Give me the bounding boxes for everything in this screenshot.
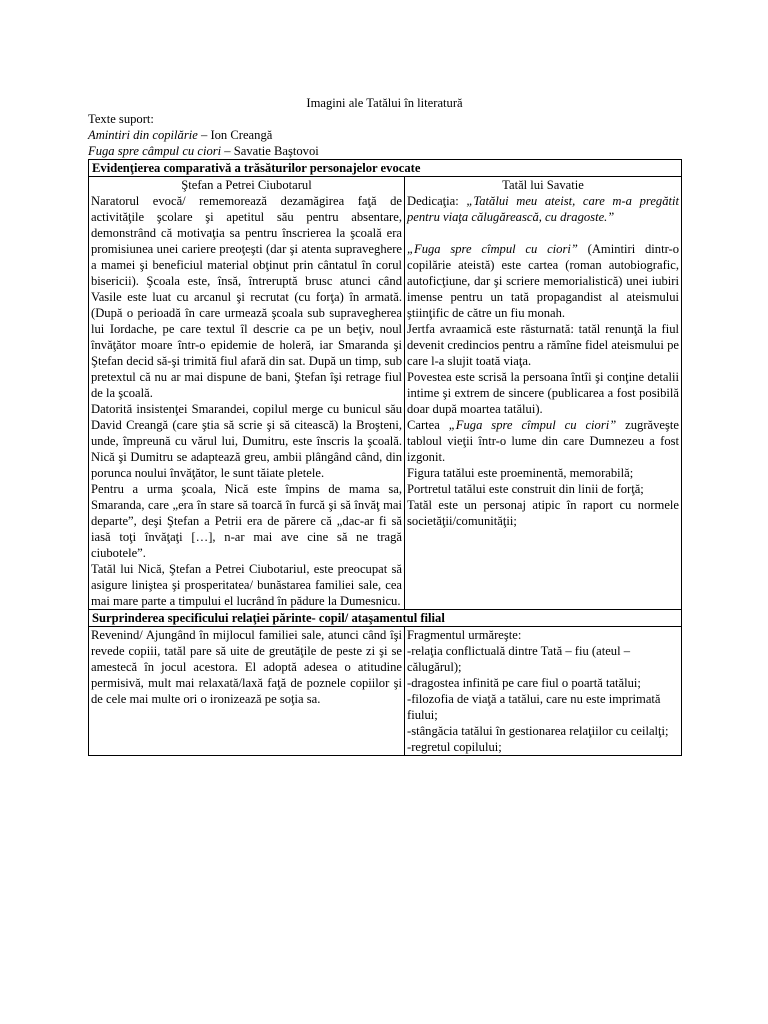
document-title: Imagini ale Tatălui în literatură: [306, 96, 463, 110]
book-title-quote: „Fuga spre cîmpul cu ciori”: [407, 242, 578, 256]
support-line-2: [88, 143, 681, 159]
list-item: -dragostea infinită pe care fiul o poartă tatălui;: [407, 676, 641, 690]
section2-heading: Surprinderea specificului relaţiei părinte- copil/ ataşamentul filial: [89, 610, 682, 627]
section1-col1-paragraph: Naratorul evocă/ rememorează dezamăgirea faţă de activităţile şcolare şi apetitul său pentru absentare, demonstrând că motivaţia sa pentru înscrierea la şcoală era promisiunea unei cariere preoţeşti (dar şi atenta supraveghere a mamei şi beneficiul material obţinut prin cântatul în corul bisericii). Şcoala este, însă, întreruptă brusc atunci când Vasile este luat cu arcanul şi recrutat (cu forţa) în armată. (După o perioadă în care urmează şcoala sub supravegherea lui Iordache, pe care textul îl descrie ca pe un beţiv, noul învăţător moare într-o epidemie de holeră, iar Smaranda şi Ştefan decid să-şi trimită fiul afară din sat. După un timp, sub pretextul că nu ar mai dispune de bani, Ştefan îşi retrage fiul de la şcoală.: [91, 194, 402, 400]
section2-col2-cell: [405, 627, 682, 756]
dedication-text: „Tatălui meu ateist, care m-a pregătit pentru viaţa călugărească, cu dragoste.”: [407, 194, 680, 224]
book-description: [407, 241, 679, 321]
section2-col2-intro: Fragmentul urmăreşte:: [407, 628, 522, 642]
paragraph-gap: [407, 225, 679, 241]
section2-col1-text: Revenind/ Ajungând în mijlocul familiei sale, atunci când îşi revede copiii, tatăl pare să uite de greutăţile de peste zi şi se amestecă în jocul acestora. El adoptă adesea o atitudine permisivă, mult mai relaxată/laxă faţă de poznele copiilor şi de cele mai multe ori o ironizează pe soţia sa.: [91, 628, 402, 706]
section1-col2-paragraph: Jertfa avraamică este răsturnată: tatăl renunţă la fiul devenit credincios pentru a rămîne fidel ateismului pe care l-a slujit toată viaţa.: [407, 322, 680, 368]
section1-col2-head: Tatăl lui Savatie: [502, 178, 584, 192]
section1-body-row: [89, 177, 682, 610]
dedication-label: Dedicaţia:: [407, 194, 467, 208]
book-desc-text: (Amintiri dintr-o copilărie ateistă) este cartea (roman autobiografic, autoficţiune, dar şi scriere memorialistică) unei iubiri imense pentru un tată propagandist al ateismului ştiinţific de către un fiu monah.: [407, 242, 680, 320]
list-item: -stângăcia tatălui în gestionarea relaţiilor cu ceilalţi;: [407, 724, 669, 738]
section1-heading-row: [89, 160, 682, 177]
list-item: -filozofia de viaţă a tatălui, care nu este imprimată fiului;: [407, 692, 661, 722]
list-item: -regretul copilului;: [407, 740, 502, 754]
tableau-title: „Fuga spre cîmpul cu ciori”: [448, 418, 617, 432]
list-item: -relaţia conflictuală dintre Tată – fiu (ateul – călugărul);: [407, 644, 631, 674]
tableau-post: zugrăveşte tabloul vieţii într-o lume din care Dumnezeu a fost izgonit.: [407, 418, 680, 464]
support-work-1: Amintiri din copilărie: [88, 128, 198, 142]
section1-col2-paragraph: Figura tatălui este proeminentă, memorabilă;: [407, 466, 634, 480]
section1-col2-cell: [405, 177, 682, 610]
section1-col1-paragraph: Pentru a urma şcoala, Nică este împins de mama sa, Smaranda, care „era în stare să toarcă în furcă şi să învăţ mai departe”, deşi Ştefan a Petrii era de părere că „dac-ar fi să iasă toţi învăţaţi […], n-ar mai ave cine să ne tragă ciubotele”.: [91, 482, 402, 560]
section1-heading: Evidenţierea comparativă a trăsăturilor personajelor evocate: [89, 160, 682, 177]
support-line-1: [88, 127, 681, 143]
section2-heading-row: [89, 610, 682, 627]
comparison-table: [88, 159, 682, 756]
section1-col1-paragraph: Datorită insistenţei Smarandei, copilul merge cu bunicul său David Creangă (care ştia să scrie şi să citească) la Broşteni, unde, împreună cu vărul lui, Dumitru, este înscris la şcoală. Nică şi Dumitru se adaptează greu, ambii plângând când, din porunca noului învăţător, le sunt tăiate pletele.: [91, 402, 402, 480]
book-tableau: [407, 417, 679, 465]
section1-col2-paragraph: Povestea este scrisă la persoana întîi şi conţine detalii intime şi extrem de sincere (publicarea a fost posibilă doar după moartea tatălui).: [407, 370, 680, 416]
section1-col1-head: Ştefan a Petrei Ciubotarul: [181, 178, 312, 192]
section1-col2-paragraph: Portretul tatălui este construit din linii de forţă;: [407, 482, 644, 496]
support-work-2: Fuga spre câmpul cu ciori: [88, 144, 222, 158]
section2-col1-cell: [89, 627, 405, 756]
section2-body-row: [89, 627, 682, 756]
section1-col2-paragraph: Tatăl este un personaj atipic în raport cu normele societăţii/comunităţii;: [407, 498, 680, 528]
tableau-pre: Cartea: [407, 418, 449, 432]
section1-col1-paragraph: Tatăl lui Nică, Ştefan a Petrei Ciubotariul, este preocupat să asigure liniştea şi prosperitatea/ bunăstarea familiei sale, cea mai mare parte a timpului el lucrând în pădure la Dumesnicu.: [91, 562, 402, 608]
section1-col1-cell: [89, 177, 405, 610]
supports-label: Texte suport:: [88, 112, 154, 126]
support-author-2: – Savatie Baştovoi: [221, 144, 319, 158]
support-author-1: – Ion Creangă: [197, 128, 273, 142]
document-page: [88, 95, 681, 756]
dedication: [407, 193, 679, 225]
